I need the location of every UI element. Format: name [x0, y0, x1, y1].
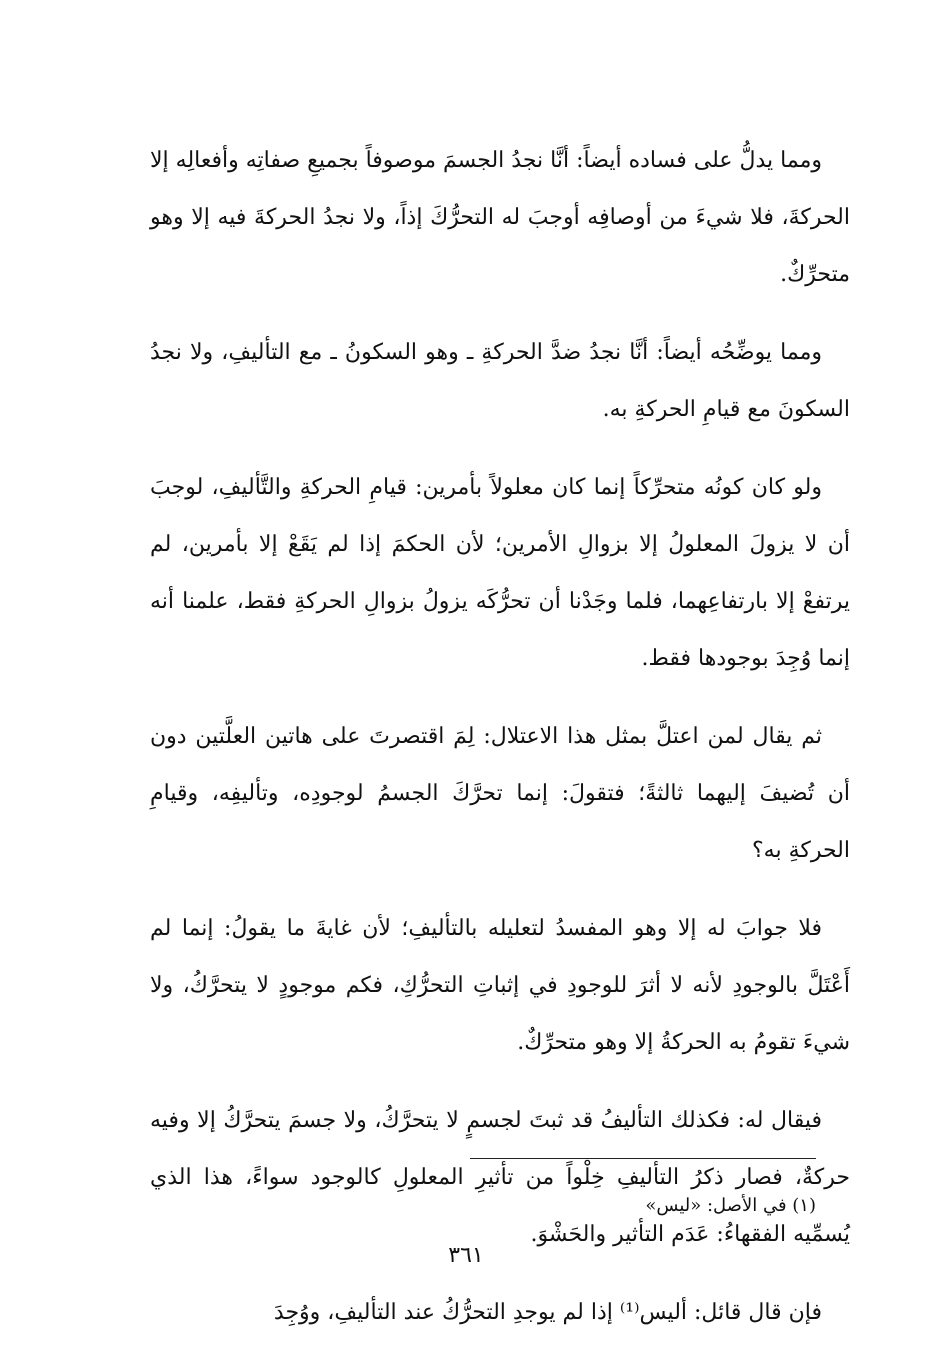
paragraph: فيقال له: فكذلك التأليفُ قد ثبتَ لجسمٍ لا يتحرَّكُ، ولا جسمَ يتحرَّكُ إلا وفيه حركةٌ، فصار ذكرُ التأليفِ خِلْواً من تأثيرِ المعلولِ كالوجود سواءً، هذا الذي يُسمِّيه الفقهاءُ: عَدَم التأثير والحَشْوَ.: [150, 1108, 850, 1247]
paragraph: ومما يوضِّحُه أيضاً: أنَّا نجدُ ضدَّ الحركةِ ـ وهو السكونُ ـ مع التأليفِ، ولا نجدُ السكونَ مع قيامِ الحركةِ به.: [150, 340, 850, 422]
main-text: [150, 132, 850, 1362]
page-number: ٣٦١: [448, 1243, 484, 1268]
paragraph: فإن قال قائل: أليس⁽¹⁾ إذا لم يوجدِ التحرُّكُ عند التأليفِ، ووُجِدَ: [273, 1300, 822, 1325]
paragraph: ولو كان كونُه متحرِّكاً إنما كان معلولاً بأمرين: قيامِ الحركةِ والتَّأليفِ، لوجبَ أن لا يزولَ المعلولُ إلا بزوالِ الأمرين؛ لأن الحكمَ إذا لم يَقَعْ إلا بأمرين، لم يرتفعْ إلا بارتفاعِهما، فلما وجَدْنا أن تحرُّكَه يزولُ بزوالِ الحركةِ فقط، علمنا أنه إنما وُجِدَ بوجودها فقط.: [150, 475, 850, 671]
paragraph: فلا جوابَ له إلا وهو المفسدُ لتعليله بالتأليفِ؛ لأن غايةَ ما يقولُ: إنما لم أَعْتَلَّ بالوجودِ لأنه لا أثرَ للوجودِ في إثباتِ التحرُّكِ، فكم موجودٍ لا يتحرَّكُ، ولا شيءَ تقومُ به الحركةُ إلا وهو متحرِّكٌ.: [150, 916, 850, 1055]
footnote-divider: [470, 1158, 816, 1159]
paragraph: ومما يدلُّ على فساده أيضاً: أنَّا نجدُ الجسمَ موصوفاً بجميعِ صفاتِه وأفعالِه إلا الحركةَ، فلا شيءَ من أوصافِه أوجبَ له التحرُّكَ إذاً، ولا نجدُ الحركةَ فيه إلا وهو متحرِّكٌ.: [150, 148, 850, 287]
paragraph: ثم يقال لمن اعتلَّ بمثل هذا الاعتلال: لِمَ اقتصرتَ على هاتين العلَّتين دون أن تُضيفَ إليهما ثالثةً؛ فتقولَ: إنما تحرَّكَ الجسمُ لوجودِه، وتأليفِه، وقيامِ الحركةِ به؟: [150, 724, 850, 863]
footnote: (١) في الأصل: «ليس»: [645, 1195, 816, 1216]
